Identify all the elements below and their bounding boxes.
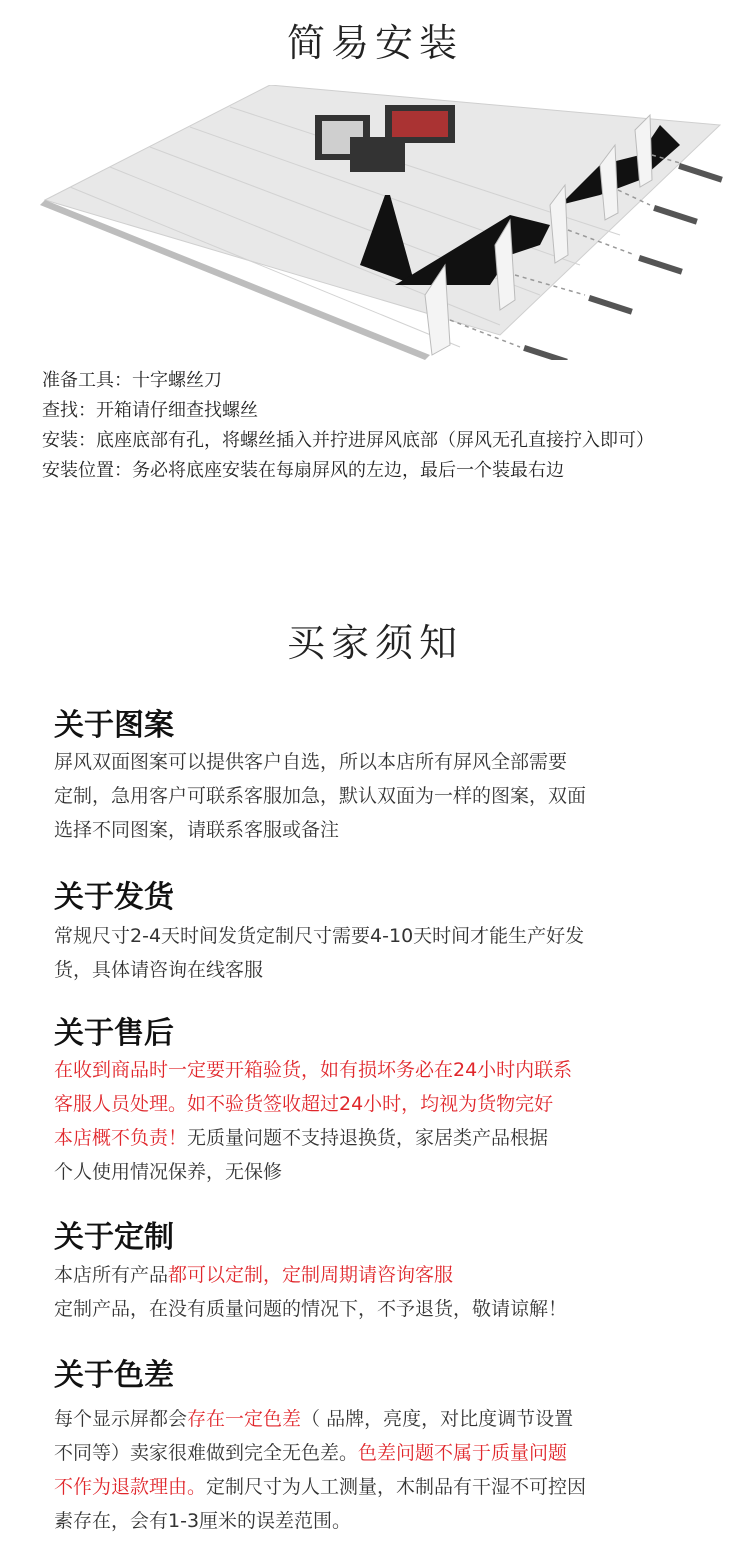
section-body-custom: 本店所有产品都可以定制，定制周期请咨询客服 定制产品，在没有质量问题的情况下，不予退货，敬请谅解！	[54, 1264, 568, 1320]
section-heading-shipping: 关于发货	[54, 880, 174, 915]
section-body-pattern: 屏风双面图案可以提供客户自选，所以本店所有屏风全部需要 定制，急用客户可联系客服加急，默认双面为一样的图案，双面 选择不同图案，请联系客服或备注	[54, 751, 587, 841]
section-heading-aftersales: 关于售后	[54, 1016, 174, 1051]
section-body-shipping: 常规尺寸2-4天时间发货定制尺寸需要4-10天时间才能生产好发 货，具体请咨询在线客服	[54, 925, 585, 981]
notice-title: 买家须知	[286, 621, 463, 665]
section-heading-pattern: 关于图案	[54, 708, 174, 743]
install-line-find: 查找：开箱请仔细查找螺丝	[42, 400, 258, 421]
section-heading-custom: 关于定制	[54, 1220, 174, 1255]
section-body-aftersales: 在收到商品时一定要开箱验货，如有损坏务必在24小时内联系 客服人员处理。如不验货签收超过24小时，均视为货物完好 本店概不负责！无质量问题不支持退换货，家居类产品根据 个人使用情况保养，无保修	[54, 1059, 573, 1183]
install-instructions	[42, 366, 654, 486]
screen-installation-illustration	[40, 85, 730, 360]
install-line-install: 安装：底座底部有孔，将螺丝插入并拧进屏风底部（屏风无孔直接拧入即可）	[42, 430, 654, 451]
section-heading-color-difference: 关于色差	[54, 1358, 174, 1393]
section-body-color-difference: 每个显示屏都会存在一定色差（ 品牌，亮度，对比度调节设置 不同等）卖家很难做到完全无色差。色差问题不属于质量问题 不作为退款理由。定制尺寸为人工测量，木制品有干湿不可控因 素存在，会有1-3厘米的误差范围。	[54, 1408, 587, 1532]
install-line-position: 安装位置：务必将底座安装在每扇屏风的左边，最后一个装最右边	[42, 460, 564, 481]
install-title: 简易安装	[286, 21, 463, 65]
install-line-tools: 准备工具：十字螺丝刀	[42, 370, 222, 391]
